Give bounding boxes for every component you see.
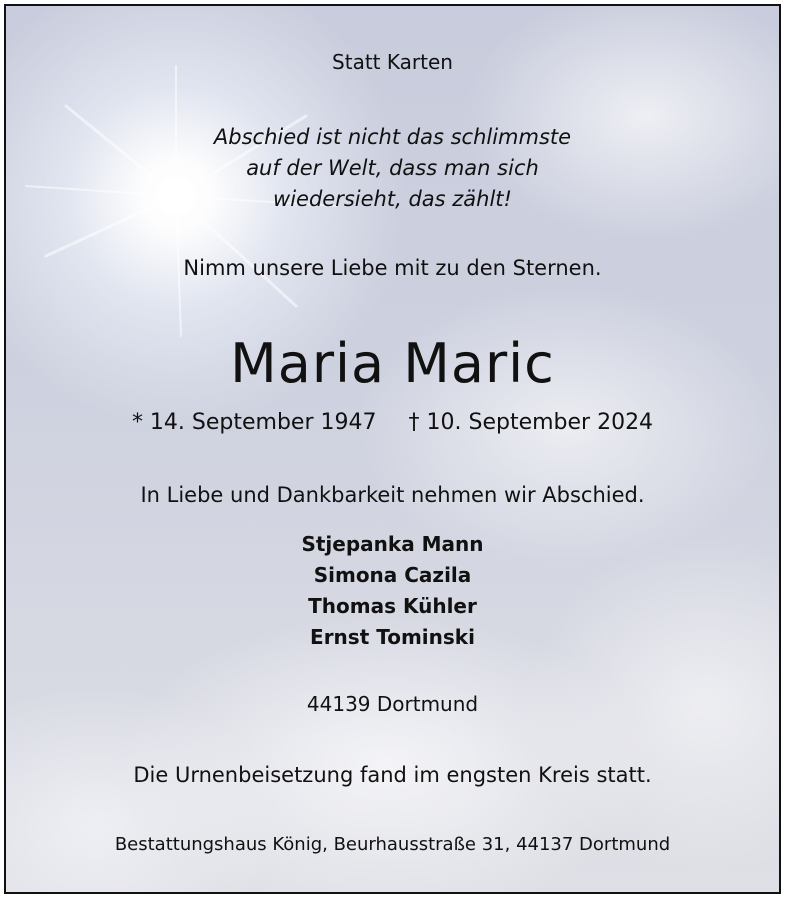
life-dates <box>6 410 779 435</box>
funeral-home-text: Bestattungshaus König, Beurhausstraße 31, 44137 Dortmund <box>114 834 671 855</box>
deceased-name: Maria Maric <box>230 332 555 395</box>
mourner-name: Simona Cazila <box>313 563 472 587</box>
motto-text: Nimm unsere Liebe mit zu den Sternen. <box>183 256 602 280</box>
ceremony-text: Die Urnenbeisetzung fand im engsten Kreis statt. <box>133 763 652 787</box>
city-text: 44139 Dortmund <box>306 692 479 716</box>
header-text: Statt Karten <box>332 50 453 74</box>
obituary-card <box>4 4 781 894</box>
mourner-name: Ernst Tominski <box>310 625 475 649</box>
mourner-name: Stjepanka Mann <box>301 532 484 556</box>
quote-line-3: wiedersieht, das zählt! <box>273 187 512 211</box>
birth-date: * 14. September 1947 <box>131 410 377 435</box>
quote-line-1: Abschied ist nicht das schlimmste <box>213 125 572 149</box>
death-date: † 10. September 2024 <box>408 410 654 435</box>
obituary-content <box>6 6 779 892</box>
farewell-text: In Liebe und Dankbarkeit nehmen wir Abschied. <box>140 483 645 507</box>
quote-line-2: auf der Welt, dass man sich <box>246 156 539 180</box>
mourner-name: Thomas Kühler <box>308 594 477 618</box>
